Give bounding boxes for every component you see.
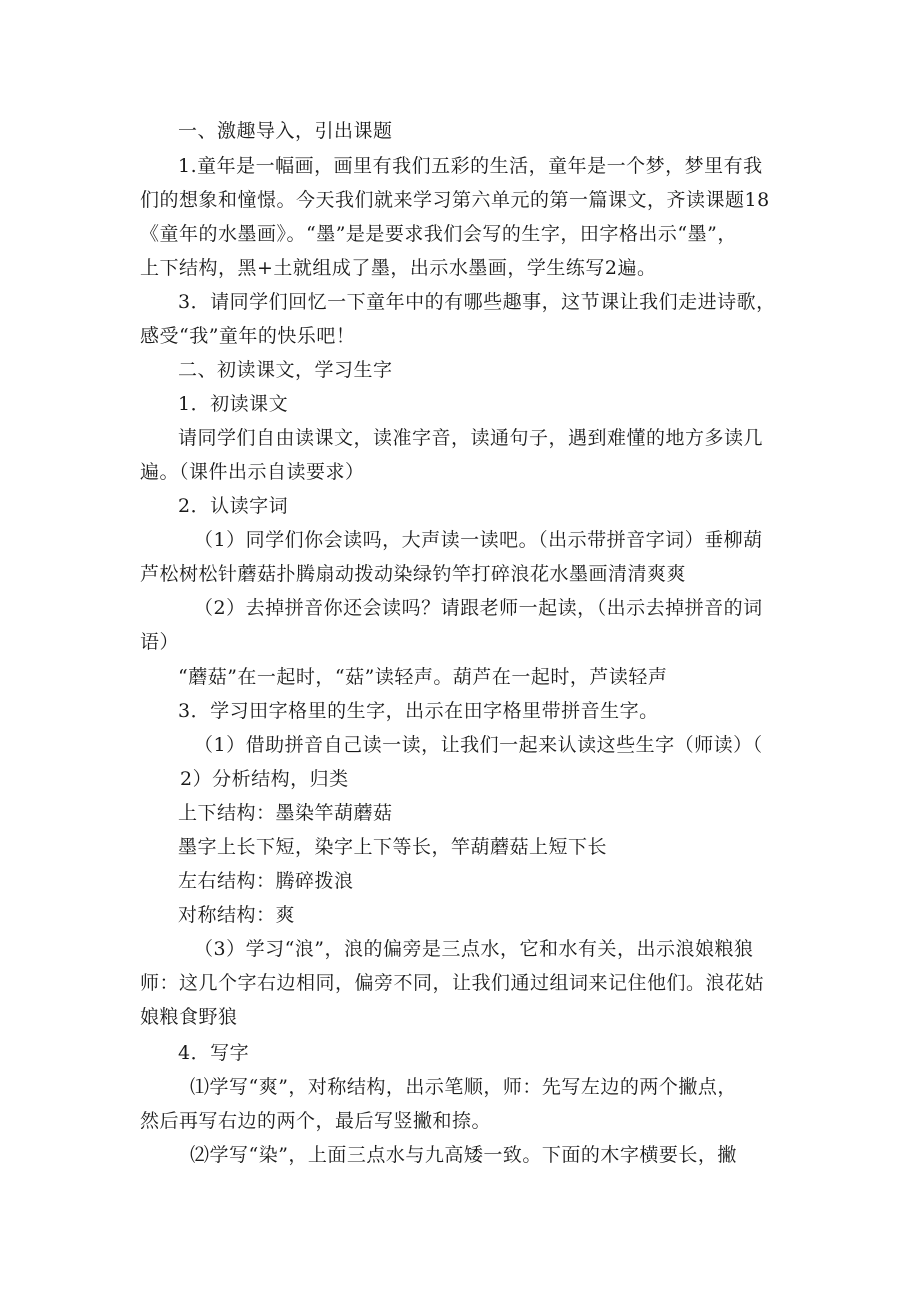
heading-section-1: 一、激趣导入，引出课题	[178, 120, 393, 142]
paragraph-line: 《童年的水墨画》。“墨”是是要求我们会写的生字，田字格出示“墨”，	[140, 223, 737, 245]
paragraph-line: 遍。（课件出示自读要求）	[140, 461, 365, 483]
subheading: 3．学习田字格里的生字，出示在田字格里带拼音生字。	[178, 700, 659, 722]
paragraph-line: 1.童年是一幅画，画里有我们五彩的生活，童年是一个梦，梦里有我	[178, 155, 763, 177]
paragraph-line: 感受“我”童年的快乐吧！	[140, 325, 356, 347]
paragraph-line: “蘑菇”在一起时，“菇”读轻声。葫芦在一起时，芦读轻声	[178, 666, 668, 688]
paragraph-line: ⑵学写“染”，上面三点水与九高矮一致。下面的木字横要长，撇	[190, 1144, 737, 1166]
paragraph-line: （3）学习“浪”，浪的偏旁是三点水，它和水有关，出示浪娘粮狼	[194, 938, 754, 960]
paragraph-line: 然后再写右边的两个，最后写竖撇和捺。	[140, 1110, 492, 1132]
paragraph-line: 师：这几个字右边相同，偏旁不同，让我们通过组词来记住他们。浪花姑	[140, 972, 765, 994]
paragraph-line: 左右结构：腾碎拨浪	[178, 870, 354, 892]
subheading: 2．认读字词	[178, 495, 289, 517]
paragraph-line: 们的想象和憧憬。今天我们就来学习第六单元的第一篇课文，齐读课题18	[140, 189, 770, 211]
paragraph-line: 2）分析结构，归类	[180, 768, 349, 790]
paragraph-line: 请同学们自由读课文，读准字音，读通句子，遇到难懂的地方多读几	[178, 427, 764, 449]
paragraph-line: 上下结构，黑+土就组成了墨，出示水墨画，学生练写2遍。	[140, 257, 657, 279]
paragraph-line: 3．请同学们回忆一下童年中的有哪些趣事，这节课让我们走进诗歌，	[178, 291, 776, 313]
paragraph-line: （2）去掉拼音你还会读吗？请跟老师一起读，（出示去掉拼音的词	[194, 597, 763, 619]
subheading: 4．写字	[178, 1042, 250, 1064]
paragraph-line: （1）同学们你会读吗，大声读一读吧。（出示带拼音字词）垂柳葫	[194, 529, 763, 551]
paragraph-line: 娘粮食野狼	[140, 1006, 238, 1028]
subheading: 1．初读课文	[178, 393, 289, 415]
paragraph-line: 上下结构：墨染竿葫蘑菇	[178, 802, 393, 824]
paragraph-line: 墨字上长下短，染字上下等长，竿葫蘑菇上短下长	[178, 836, 608, 858]
paragraph-line: （1）借助拼音自己读一读，让我们一起来认读这些生字（师读）（	[194, 734, 763, 756]
paragraph-line: 对称结构：爽	[178, 904, 296, 926]
heading-section-2: 二、初读课文，学习生字	[178, 359, 393, 381]
paragraph-line: 语）	[140, 631, 180, 653]
paragraph-line: 芦松树松针蘑菇扑腾扇动拨动染绿钓竿打碎浪花水墨画清清爽爽	[140, 563, 687, 585]
paragraph-line: ⑴学写“爽”，对称结构，出示笔顺，师：先写左边的两个撇点，	[190, 1076, 737, 1098]
